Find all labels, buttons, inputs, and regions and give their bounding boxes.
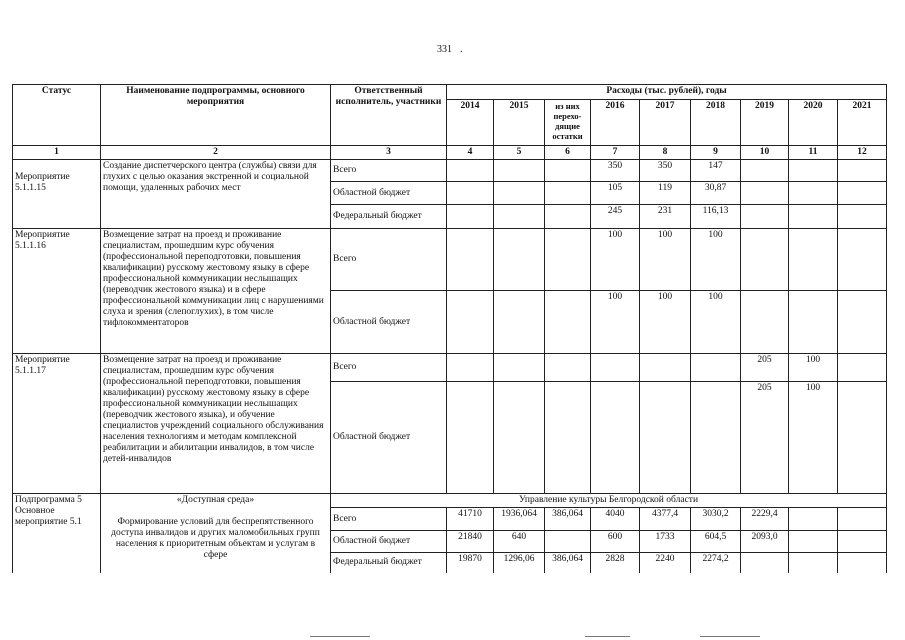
- value-cell: [789, 508, 838, 531]
- value-cell: [838, 382, 887, 494]
- value-cell: 1733: [640, 531, 691, 553]
- value-cell: 2274,2: [691, 553, 741, 573]
- header-expenses: Расходы (тыс. рублей), годы: [447, 85, 887, 100]
- source-cell: Федеральный бюджет: [331, 553, 447, 573]
- source-cell: Областной бюджет: [331, 182, 447, 205]
- value-cell: 1936,064: [494, 508, 545, 531]
- value-cell: 100: [591, 291, 640, 354]
- value-cell: [447, 160, 494, 182]
- name-cell: Возмещение затрат на проезд и проживание специалистам, прошедшим курс обучения (профессиональной переподготовки, повышения квалификации) русскому жестовому языку в сфере профессиональной коммуникации неслышащих (переводчик жестового языка) и в сфере профессиональной коммуникации лиц с нарушениями слуха и зрения (слепоглухих), в том числе тифлокомментаторов: [101, 229, 331, 354]
- page-number-suffix: .: [460, 44, 463, 55]
- col-number: 2: [101, 146, 331, 160]
- value-cell: [545, 182, 591, 205]
- value-cell: [447, 382, 494, 494]
- header-name: Наименование подпрограммы, основного мероприятия: [101, 85, 331, 146]
- table-row: [13, 160, 887, 182]
- expense-table: [12, 84, 887, 573]
- source-cell: Областной бюджет: [331, 291, 447, 354]
- status-cell: Подпрограмма 5 Основное мероприятие 5.1: [13, 494, 101, 573]
- value-cell: 2828: [591, 553, 640, 573]
- header-year: 2017: [640, 100, 691, 146]
- scan-artifact: [310, 636, 370, 637]
- value-cell: [838, 508, 887, 531]
- header-carryover: из них перехо-дящие остатки: [545, 100, 591, 146]
- page-number: 331: [437, 44, 452, 55]
- header-year: 2016: [591, 100, 640, 146]
- value-cell: 41710: [447, 508, 494, 531]
- value-cell: [789, 553, 838, 573]
- subprogram-title: «Доступная среда»: [176, 495, 255, 505]
- value-cell: 30,87: [691, 182, 741, 205]
- value-cell: 1296,06: [494, 553, 545, 573]
- header-executor: Ответственный исполнитель, участники: [331, 85, 447, 146]
- value-cell: 245: [591, 205, 640, 229]
- header-year: 2014: [447, 100, 494, 146]
- value-cell: [545, 354, 591, 382]
- value-cell: [789, 229, 838, 291]
- col-number: 1: [13, 146, 101, 160]
- value-cell: 2093,0: [741, 531, 789, 553]
- value-cell: [545, 531, 591, 553]
- col-number: 11: [789, 146, 838, 160]
- value-cell: 100: [591, 229, 640, 291]
- value-cell: [447, 229, 494, 291]
- table-row: [13, 494, 887, 508]
- value-cell: [838, 160, 887, 182]
- value-cell: 604,5: [691, 531, 741, 553]
- status-cell: Мероприятие 5.1.1.17: [13, 354, 101, 494]
- value-cell: 100: [789, 354, 838, 382]
- value-cell: [545, 229, 591, 291]
- header-status: Статус: [13, 85, 101, 146]
- header-year: 2019: [741, 100, 789, 146]
- source-cell: Областной бюджет: [331, 531, 447, 553]
- value-cell: 350: [640, 160, 691, 182]
- name-cell: [101, 494, 331, 573]
- value-cell: [447, 291, 494, 354]
- value-cell: [591, 354, 640, 382]
- value-cell: [838, 553, 887, 573]
- value-cell: 119: [640, 182, 691, 205]
- value-cell: [640, 382, 691, 494]
- value-cell: [545, 291, 591, 354]
- value-cell: [447, 205, 494, 229]
- value-cell: [447, 354, 494, 382]
- value-cell: [545, 382, 591, 494]
- col-number: 6: [545, 146, 591, 160]
- org-banner: Управление культуры Белгородской области: [331, 494, 887, 508]
- value-cell: 600: [591, 531, 640, 553]
- value-cell: [838, 531, 887, 553]
- value-cell: [838, 291, 887, 354]
- source-cell: Федеральный бюджет: [331, 205, 447, 229]
- value-cell: 231: [640, 205, 691, 229]
- col-number: 5: [494, 146, 545, 160]
- value-cell: 386,064: [545, 553, 591, 573]
- value-cell: 100: [640, 229, 691, 291]
- value-cell: 147: [691, 160, 741, 182]
- value-cell: [789, 205, 838, 229]
- source-cell: Всего: [331, 354, 447, 382]
- value-cell: [789, 182, 838, 205]
- value-cell: [838, 205, 887, 229]
- value-cell: 350: [591, 160, 640, 182]
- status-cell: Мероприятие 5.1.1.16: [13, 229, 101, 354]
- value-cell: [545, 160, 591, 182]
- name-cell: Возмещение затрат на проезд и проживание специалистам, прошедшим курс обучения (профессиональной переподготовки, повышения квалификации) русскому жестовому языку в сфере профессиональной коммуникации неслышащих (переводчик жестового языка), и обучение специалистов учреждений социального обслуживания населения технологиям и методам комплексной реабилитации и абилитации инвалидов, в том числе детей-инвалидов: [101, 354, 331, 494]
- value-cell: [838, 182, 887, 205]
- value-cell: [789, 291, 838, 354]
- value-cell: [741, 229, 789, 291]
- source-cell: Областной бюджет: [331, 382, 447, 494]
- value-cell: 640: [494, 531, 545, 553]
- col-number: 12: [838, 146, 887, 160]
- value-cell: [494, 291, 545, 354]
- value-cell: 205: [741, 382, 789, 494]
- value-cell: 2229,4: [741, 508, 789, 531]
- value-cell: 4040: [591, 508, 640, 531]
- value-cell: 100: [691, 229, 741, 291]
- value-cell: [640, 354, 691, 382]
- scan-artifact: [585, 636, 630, 637]
- value-cell: 100: [789, 382, 838, 494]
- value-cell: 19870: [447, 553, 494, 573]
- header-year: 2018: [691, 100, 741, 146]
- value-cell: [494, 354, 545, 382]
- header-year: 2021: [838, 100, 887, 146]
- source-cell: Всего: [331, 160, 447, 182]
- value-cell: 205: [741, 354, 789, 382]
- value-cell: 3030,2: [691, 508, 741, 531]
- value-cell: 105: [591, 182, 640, 205]
- value-cell: 4377,4: [640, 508, 691, 531]
- col-number: 3: [331, 146, 447, 160]
- value-cell: [741, 182, 789, 205]
- value-cell: 386,064: [545, 508, 591, 531]
- value-cell: 100: [640, 291, 691, 354]
- value-cell: [591, 382, 640, 494]
- table-row: [13, 354, 887, 382]
- value-cell: 21840: [447, 531, 494, 553]
- col-number: 10: [741, 146, 789, 160]
- value-cell: [545, 205, 591, 229]
- value-cell: [691, 354, 741, 382]
- value-cell: [741, 291, 789, 354]
- value-cell: 116,13: [691, 205, 741, 229]
- value-cell: [789, 531, 838, 553]
- value-cell: [741, 160, 789, 182]
- value-cell: 2240: [640, 553, 691, 573]
- value-cell: [494, 382, 545, 494]
- col-number: 9: [691, 146, 741, 160]
- value-cell: [691, 382, 741, 494]
- col-number: 8: [640, 146, 691, 160]
- column-numbers-row: [13, 146, 887, 160]
- value-cell: [494, 182, 545, 205]
- value-cell: [838, 229, 887, 291]
- value-cell: [741, 553, 789, 573]
- source-cell: Всего: [331, 229, 447, 291]
- value-cell: [838, 354, 887, 382]
- name-cell: Создание диспетчерского центра (службы) связи для глухих с целью оказания экстренной и социальной помощи, удаленных рабочих мест: [101, 160, 331, 229]
- status-cell: Мероприятие 5.1.1.15: [13, 160, 101, 229]
- col-number: 4: [447, 146, 494, 160]
- value-cell: [789, 160, 838, 182]
- value-cell: [447, 182, 494, 205]
- value-cell: [494, 160, 545, 182]
- value-cell: [494, 205, 545, 229]
- col-number: 7: [591, 146, 640, 160]
- value-cell: [741, 205, 789, 229]
- subprogram-description: Формирование условий для беспрепятственного доступа инвалидов и других маломобильных групп населения к приоритетным объектам и услугам в сфере: [111, 517, 320, 560]
- scan-artifact: [700, 636, 760, 637]
- header-year: 2020: [789, 100, 838, 146]
- value-cell: [494, 229, 545, 291]
- source-cell: Всего: [331, 508, 447, 531]
- table-row: [13, 229, 887, 291]
- header-year: 2015: [494, 100, 545, 146]
- value-cell: 100: [691, 291, 741, 354]
